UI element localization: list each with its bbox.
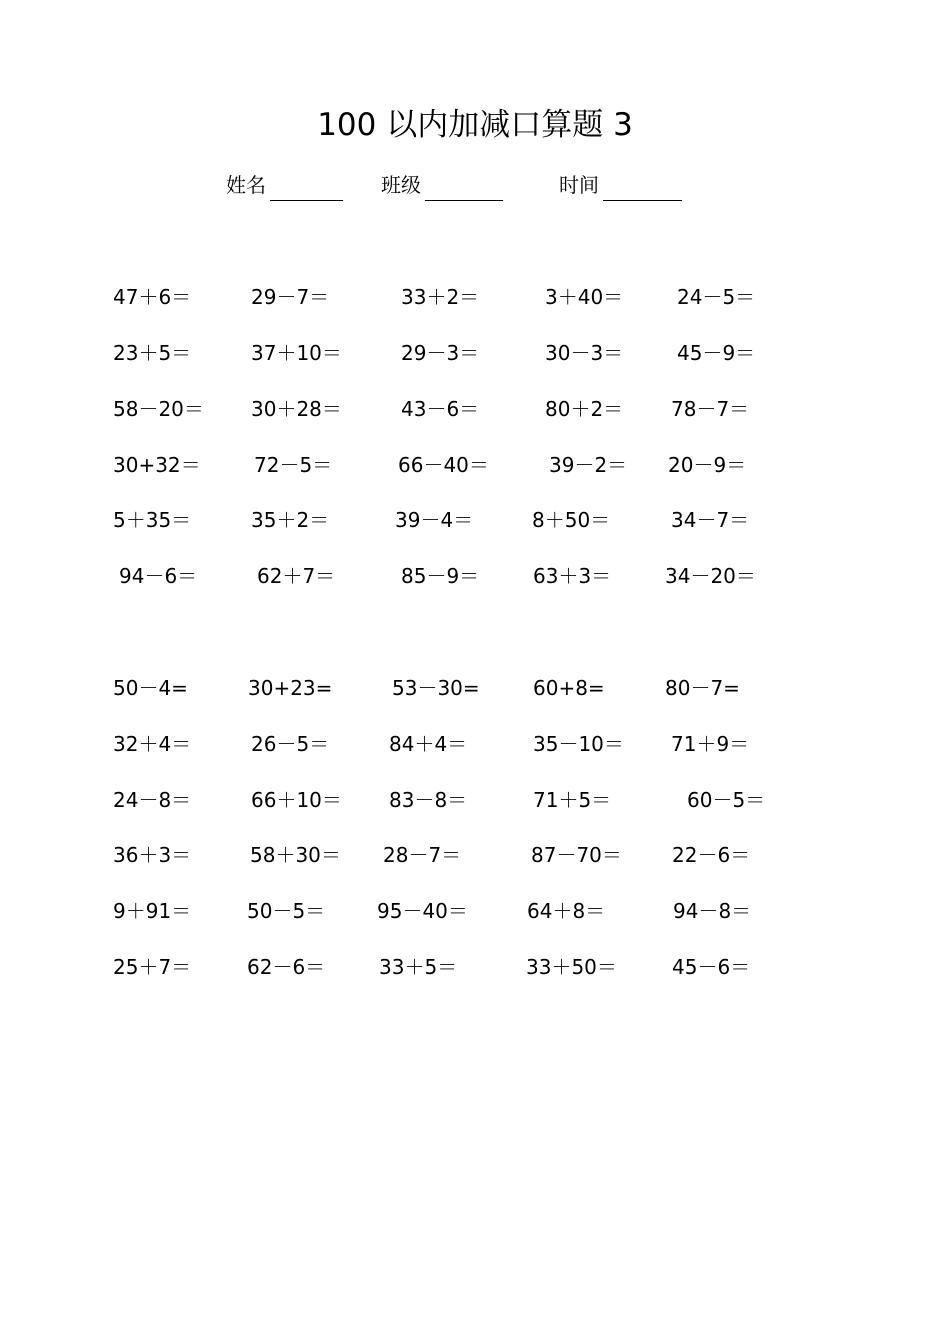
problem-item: 94－8＝ [673, 899, 752, 923]
problem-item: 62＋7＝ [257, 564, 336, 588]
problem-item: 60+8= [533, 676, 605, 700]
problem-item: 84＋4＝ [389, 732, 468, 756]
problem-item: 66－40＝ [398, 453, 489, 477]
problem-item: 87－70＝ [531, 843, 622, 867]
class-label: 班级 [381, 173, 421, 197]
problem-item: 37＋10＝ [251, 341, 342, 365]
time-blank-line[interactable] [603, 200, 682, 201]
problem-item: 28－7＝ [383, 843, 462, 867]
problem-item: 24－8＝ [113, 788, 192, 812]
problem-item: 23＋5＝ [113, 341, 192, 365]
name-blank-line[interactable] [270, 200, 343, 201]
problem-item: 3＋40＝ [545, 285, 624, 309]
problem-item: 64＋8＝ [527, 899, 606, 923]
page-title: 100 以内加减口算题 3 [317, 107, 633, 143]
problem-item: 24－5＝ [677, 285, 756, 309]
problem-item: 30+32＝ [113, 453, 201, 477]
problem-item: 8＋50＝ [532, 508, 611, 532]
problem-item: 33＋2＝ [401, 285, 480, 309]
problem-item: 35－10＝ [533, 732, 624, 756]
problem-item: 58＋30＝ [250, 843, 341, 867]
problem-item: 50－5＝ [247, 899, 326, 923]
problem-item: 63＋3＝ [533, 564, 612, 588]
problem-item: 39－4＝ [395, 508, 474, 532]
problem-item: 35＋2＝ [251, 508, 330, 532]
problem-item: 71＋9＝ [671, 732, 750, 756]
problem-item: 66＋10＝ [251, 788, 342, 812]
problem-item: 33＋50＝ [526, 955, 617, 979]
problem-item: 94－6＝ [119, 564, 198, 588]
problem-item: 43－6＝ [401, 397, 480, 421]
problem-item: 29－7＝ [251, 285, 330, 309]
problem-item: 45－6＝ [672, 955, 751, 979]
name-label: 姓名 [226, 173, 266, 197]
problem-item: 34－7＝ [671, 508, 750, 532]
problem-item: 45－9＝ [677, 341, 756, 365]
problem-item: 33＋5＝ [379, 955, 458, 979]
problem-item: 53－30= [392, 676, 480, 700]
problem-item: 60－5＝ [687, 788, 766, 812]
problem-item: 32＋4＝ [113, 732, 192, 756]
problem-item: 30+23= [248, 676, 333, 700]
problem-item: 22－6＝ [672, 843, 751, 867]
problem-item: 34－20＝ [665, 564, 756, 588]
problem-item: 9＋91＝ [113, 899, 192, 923]
problem-item: 85－9＝ [401, 564, 480, 588]
problem-item: 95－40＝ [377, 899, 468, 923]
problem-item: 30－3＝ [545, 341, 624, 365]
problem-item: 30＋28＝ [251, 397, 342, 421]
problem-item: 71＋5＝ [533, 788, 612, 812]
problem-item: 20－9＝ [668, 453, 747, 477]
problem-item: 80＋2＝ [545, 397, 624, 421]
problem-item: 5＋35＝ [113, 508, 192, 532]
problem-item: 72－5＝ [254, 453, 333, 477]
problem-item: 62－6＝ [247, 955, 326, 979]
time-label: 时间 [559, 173, 599, 197]
problem-item: 78－7＝ [671, 397, 750, 421]
problem-item: 80－7= [665, 676, 740, 700]
class-blank-line[interactable] [425, 200, 503, 201]
problem-item: 47＋6＝ [113, 285, 192, 309]
problem-item: 29－3＝ [401, 341, 480, 365]
problem-item: 50－4= [113, 676, 188, 700]
problem-item: 83－8＝ [389, 788, 468, 812]
problem-item: 39－2＝ [549, 453, 628, 477]
problem-item: 58－20＝ [113, 397, 204, 421]
problem-item: 26－5＝ [251, 732, 330, 756]
problem-item: 36＋3＝ [113, 843, 192, 867]
problem-item: 25＋7＝ [113, 955, 192, 979]
